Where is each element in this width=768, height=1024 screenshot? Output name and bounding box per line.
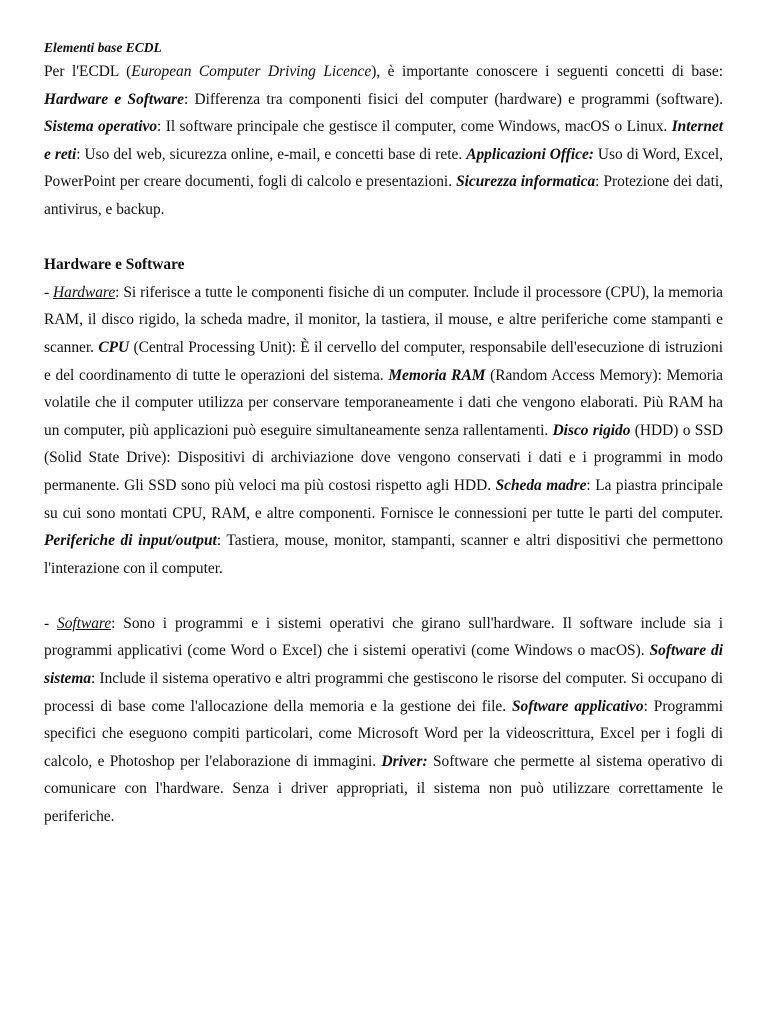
emphasized-term: CPU (98, 338, 130, 356)
document-title: Elementi base ECDL (44, 40, 162, 55)
text-run: : Programmi specifici che eseguono compiti particolari, come Microsoft Word per la videoscrittura, Excel per i fogli di calcolo, e Photoshop per l'elaborazione di immagini. (44, 697, 724, 770)
emphasized-term: Sicurezza informatica (456, 173, 596, 191)
paragraph-spacer (44, 582, 723, 610)
emphasized-term: Software (57, 614, 112, 632)
emphasized-term: Periferiche di input/output (44, 532, 217, 550)
emphasized-term: Software di sistema (44, 642, 723, 688)
software-paragraph (44, 610, 723, 831)
hardware-paragraph (44, 279, 723, 583)
emphasized-term: Internet e reti (44, 118, 723, 163)
text-run: (Random Access Memory): Memoria volatile che il computer utilizza per conservare temporaneamente i dati che vengono elaborati. Più RAM ha un computer, più applicazioni può eseguire simultaneamente senza rallentamenti. (44, 366, 723, 439)
emphasized-term: Sistema operativo (44, 118, 158, 136)
text-run: (HDD) o SSD (Solid State Drive): Dispositivi di archiviazione dove vengono conservati i dati e i programmi in modo permanente. Gli SSD sono più veloci ma più costosi rispetto agli HDD. (44, 421, 724, 494)
text-run: - (44, 614, 57, 632)
text-run: : Il software principale che gestisce il computer, come Windows, macOS o Linux. (157, 118, 672, 136)
text-run: : Differenza tra componenti fisici del computer (hardware) e programmi (software). (183, 90, 724, 108)
section-heading: Hardware e Software (44, 256, 185, 274)
text-run: ), è importante conoscere i seguenti concetti di base: (371, 63, 724, 80)
text-run: - (44, 283, 54, 301)
text-run: : Include il sistema operativo e altri programmi che gestiscono le risorse del computer. Si occupano di processi di base come l'allocazione della memoria e la gestione dei file. (44, 670, 723, 715)
emphasized-term: Hardware (53, 283, 116, 301)
text-run: (Central Processing Unit): È il cervello del computer, responsabile dell'esecuzione di istruzioni e del coordinamento di tutte le operazioni del sistema. (44, 338, 723, 384)
emphasized-term: Driver: (381, 752, 428, 770)
text-run: : La piastra principale su cui sono montati CPU, RAM, e altre componenti. Fornisce le connessioni per tutte le parti del computer. (44, 476, 723, 522)
text-run: : Si riferisce a tutte le componenti fisiche di un computer. Include il processore (CPU), la memoria RAM, il disco rigido, la scheda madre, il monitor, la tastiera, il mouse, e altre periferiche come stampanti e scanner. (44, 283, 723, 356)
text-run: : Tastiera, mouse, monitor, stampanti, scanner e altri dispositivi che permettono l'interazione con il computer. (44, 532, 723, 577)
emphasized-term: Disco rigido (552, 421, 631, 439)
emphasized-term: European Computer Driving Licence (131, 63, 372, 80)
intro-paragraph (44, 58, 723, 224)
emphasized-term: Applicazioni Office: (466, 145, 594, 163)
emphasized-term: Software applicativo (511, 697, 644, 715)
text-run: : Protezione dei dati, antivirus, e backup. (44, 173, 723, 218)
emphasized-term: Scheda madre (495, 476, 587, 494)
text-run: Per l'ECDL ( (44, 63, 132, 80)
document-page (44, 38, 723, 831)
text-run: : Uso del web, sicurezza online, e-mail, e concetti base di rete. (76, 145, 467, 163)
emphasized-term: Memoria RAM (388, 366, 486, 384)
text-run: Software che permette al sistema operativo di comunicare con l'hardware. Senza i driver appropriati, il sistema non può utilizzare correttamente le periferiche. (44, 752, 723, 826)
paragraph-spacer (44, 224, 723, 252)
text-run: : Sono i programmi e i sistemi operativi che girano sull'hardware. Il software include sia i programmi applicativi (come Word o Excel) che i sistemi operativi (come Windows o macOS). (44, 614, 723, 660)
emphasized-term: Hardware e Software (44, 90, 184, 108)
text-run: Uso di Word, Excel, PowerPoint per creare documenti, fogli di calcolo e presentazioni. (44, 145, 723, 191)
